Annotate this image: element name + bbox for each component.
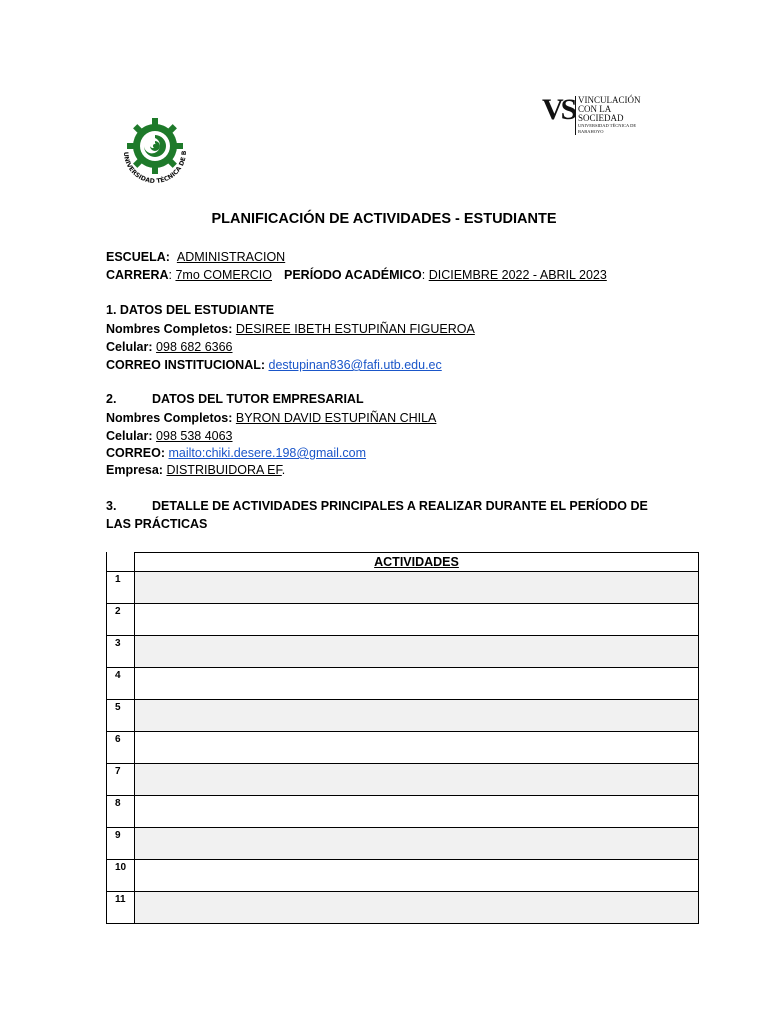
carrera-label: CARRERA (106, 268, 169, 282)
tutor-name-line (106, 410, 436, 426)
section2-heading: DATOS DEL TUTOR EMPRESARIAL (152, 392, 364, 406)
student-phone-line: Celular: 098 682 6366 (106, 340, 233, 354)
section3-heading-cont: LAS PRÁCTICAS (106, 517, 208, 531)
tutor-email-link[interactable]: mailto:chiki.desere.198@gmail.com (168, 446, 367, 460)
table-row (107, 636, 699, 668)
tutor-company-label: Empresa: (106, 463, 163, 477)
svg-text:UNIVERSIDAD TÉCNICA DE BABAHOY: UNIVERSIDAD TÉCNICA DE B (121, 150, 189, 186)
escuela-label: ESCUELA: (106, 250, 170, 264)
table-row (107, 668, 699, 700)
student-name-label: Nombres Completos: (106, 322, 233, 336)
row-number: 2 (107, 604, 135, 636)
tutor-name-label: Nombres Completos: (106, 411, 233, 425)
row-number: 9 (107, 828, 135, 860)
table-row (107, 732, 699, 764)
row-number: 3 (107, 636, 135, 668)
activity-cell[interactable] (135, 700, 699, 732)
row-number: 4 (107, 668, 135, 700)
activity-cell[interactable] (135, 572, 699, 604)
student-name-line (106, 321, 475, 337)
section3-heading: DETALLE DE ACTIVIDADES PRINCIPALES A REALIZAR DURANTE EL PERÍODO DE (152, 499, 648, 513)
row-number: 10 (107, 860, 135, 892)
section2-heading-number: 2. (106, 392, 117, 406)
periodo-value: DICIEMBRE 2022 - ABRIL 2023 (428, 268, 607, 282)
university-seal-logo (110, 112, 200, 192)
activities-table (106, 552, 699, 924)
periodo-label: PERÍODO ACADÉMICO (284, 268, 422, 282)
row-number: 6 (107, 732, 135, 764)
table-row (107, 828, 699, 860)
periodo-line: PERÍODO ACADÉMICO: DICIEMBRE 2022 - ABRIL 2023 (284, 268, 607, 282)
carrera-line: CARRERA: 7mo COMERCIO (106, 268, 272, 282)
student-email-label: CORREO INSTITUCIONAL: (106, 358, 266, 372)
vinculacion-logo (542, 93, 654, 134)
table-row (107, 572, 699, 604)
section1-heading: 1. DATOS DEL ESTUDIANTE (106, 303, 275, 317)
table-row (107, 700, 699, 732)
document-title: PLANIFICACIÓN DE ACTIVIDADES - ESTUDIANTE (211, 211, 557, 227)
tutor-email-line (106, 445, 366, 461)
table-row (107, 764, 699, 796)
student-phone-label: Celular (106, 340, 149, 354)
tutor-email-label: CORREO: (106, 446, 166, 460)
row-number: 11 (107, 892, 135, 924)
tutor-phone-label: Celular (106, 429, 149, 443)
activity-cell[interactable] (135, 828, 699, 860)
tutor-phone-value: 098 538 4063 (156, 429, 233, 443)
activity-cell[interactable] (135, 892, 699, 924)
tutor-name-value: BYRON DAVID ESTUPIÑAN CHILA (235, 411, 437, 425)
carrera-value: 7mo COMERCIO (175, 268, 272, 282)
table-number-header (107, 553, 135, 572)
activity-cell[interactable] (135, 636, 699, 668)
activities-header: ACTIVIDADES (135, 553, 699, 572)
activity-cell[interactable] (135, 860, 699, 892)
row-number: 1 (107, 572, 135, 604)
activity-cell[interactable] (135, 796, 699, 828)
tutor-company-line: Empresa: DISTRIBUIDORA EF. (106, 463, 286, 477)
activity-cell[interactable] (135, 668, 699, 700)
table-row (107, 860, 699, 892)
student-name-value: DESIREE IBETH ESTUPIÑAN FIGUEROA (235, 322, 475, 336)
row-number: 8 (107, 796, 135, 828)
row-number: 5 (107, 700, 135, 732)
activity-cell[interactable] (135, 732, 699, 764)
tutor-company-value: DISTRIBUIDORA EF (166, 463, 282, 477)
student-email-link[interactable]: destupinan836@fafi.utb.edu.ec (268, 358, 442, 372)
row-number: 7 (107, 764, 135, 796)
section3-heading-number: 3. (106, 499, 117, 513)
activity-cell[interactable] (135, 604, 699, 636)
student-email-line (106, 357, 442, 373)
escuela-line (106, 249, 285, 265)
tutor-phone-line: Celular: 098 538 4063 (106, 429, 233, 443)
vs-logo-text: VINCULACIÓN CON LA SOCIEDAD UNIVERSIDAD TÉCNICA DE BABAHOYO (575, 96, 654, 135)
activity-cell[interactable] (135, 764, 699, 796)
vs-logo-mark: VS (542, 93, 575, 126)
table-row (107, 796, 699, 828)
table-row (107, 604, 699, 636)
escuela-value: ADMINISTRACION (176, 250, 286, 264)
table-row (107, 892, 699, 924)
student-phone-value: 098 682 6366 (156, 340, 233, 354)
